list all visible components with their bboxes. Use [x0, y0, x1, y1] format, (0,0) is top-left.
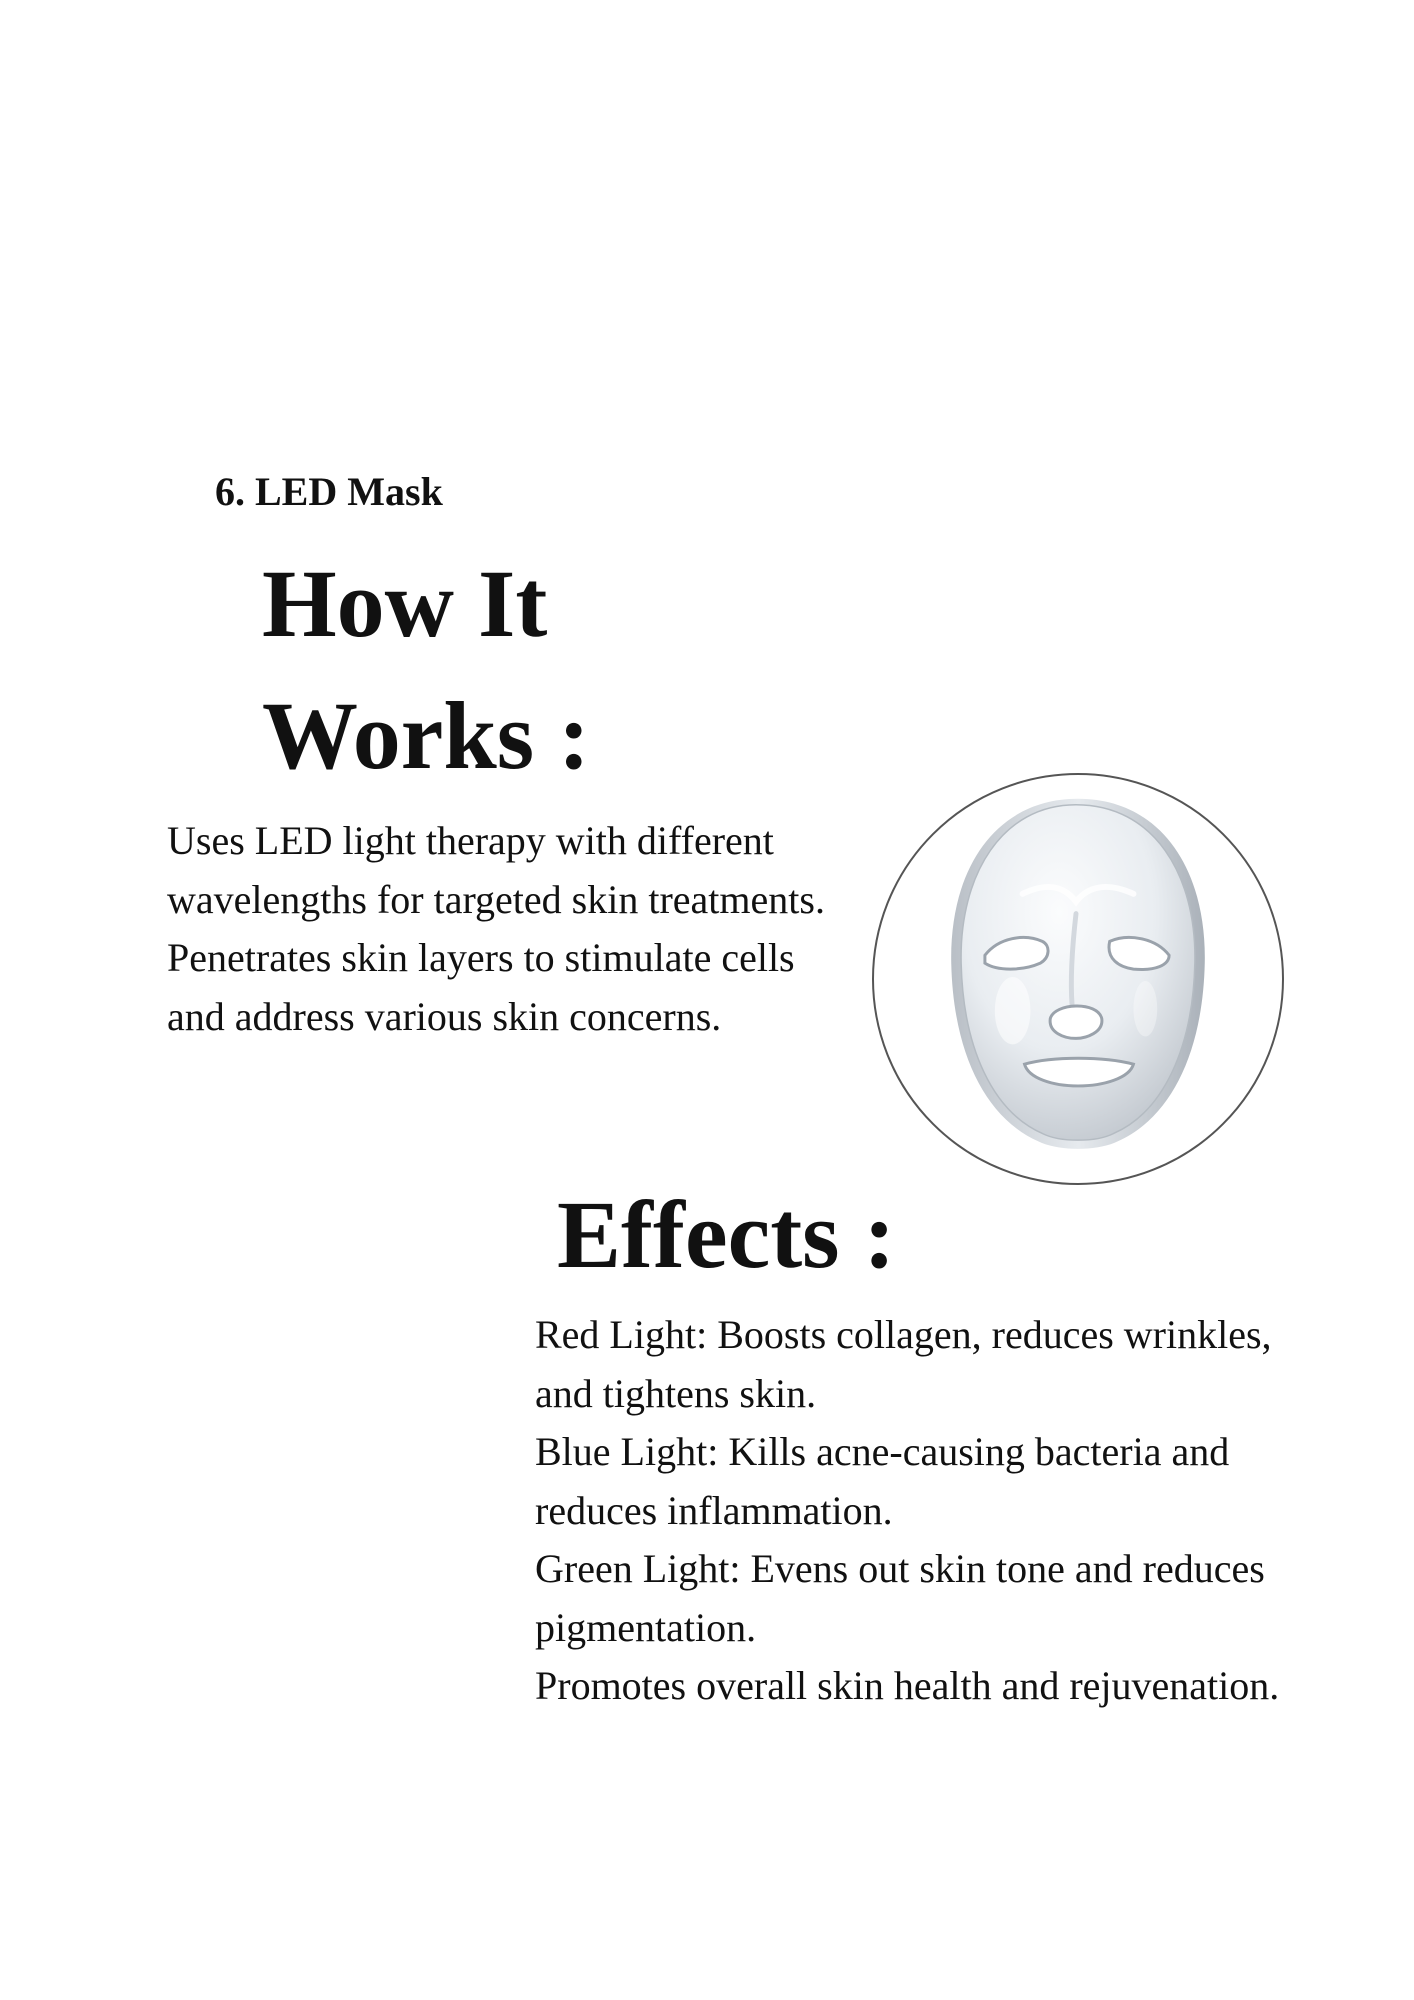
how-it-works-text: [167, 812, 827, 1046]
effects-paragraph: Red Light: Boosts collagen, reduces wrinkles, and tightens skin.: [535, 1312, 1272, 1416]
effects-text: [535, 1306, 1295, 1716]
effects-paragraph: Promotes overall skin health and rejuvenation.: [535, 1663, 1280, 1708]
how-it-works-paragraph: Uses LED light therapy with different wavelengths for targeted skin treatments.: [167, 818, 825, 922]
effects-heading: Effects :: [557, 1181, 896, 1288]
how-it-works-heading-line-2: Works :: [262, 682, 591, 789]
led-mask-icon: [874, 775, 1282, 1183]
section-label: 6. LED Mask: [215, 469, 443, 514]
how-it-works-paragraph: Penetrates skin layers to stimulate cells and address various skin concerns.: [167, 935, 795, 1039]
how-it-works-heading-line-1: How It: [262, 550, 548, 657]
effects-paragraph: Blue Light: Kills acne-causing bacteria and reduces inflammation.: [535, 1429, 1230, 1533]
effects-paragraph: Green Light: Evens out skin tone and reduces pigmentation.: [535, 1546, 1265, 1650]
led-mask-image: [872, 773, 1284, 1185]
how-it-works-heading: [262, 538, 590, 802]
